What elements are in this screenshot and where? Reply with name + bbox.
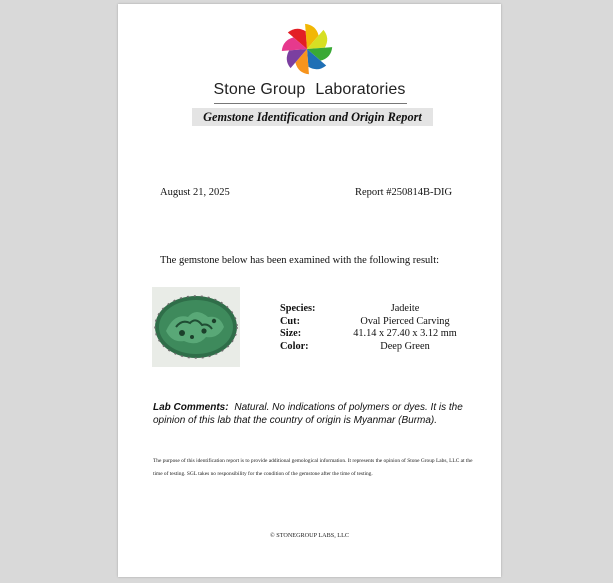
lab-comments — [153, 402, 473, 427]
brand-name-left: Stone Group — [213, 81, 306, 98]
size-value: 41.14 x 27.40 x 3.12 mm — [353, 328, 457, 339]
copyright-footer: © STONEGROUP LABS, LLC — [270, 532, 349, 539]
intro-text: The gemstone below has been examined with the following result: — [160, 255, 440, 266]
cut-label: Cut: — [280, 315, 301, 327]
species-label: Species: — [280, 303, 316, 314]
brand-divider — [214, 103, 407, 104]
specs-table — [280, 303, 470, 353]
lab-comments-text: Natural. No indications of polymers or dyes. It is the opinion of this lab that the country of origin is Myanmar (Burma). — [153, 402, 463, 426]
jadeite-carving-photo — [152, 287, 240, 367]
pinwheel-logo-icon — [276, 18, 338, 80]
spec-row-species — [280, 303, 470, 316]
spec-row-color — [280, 341, 470, 354]
color-value: Deep Green — [380, 340, 430, 352]
color-label: Color: — [280, 340, 309, 352]
brand-name — [118, 81, 501, 99]
spec-row-cut — [280, 316, 470, 329]
report-number: Report #250814B-DIG — [355, 187, 453, 198]
lab-comments-label: Lab Comments: — [153, 402, 229, 413]
species-value: Jadeite — [390, 303, 420, 314]
size-label: Size: — [280, 328, 302, 339]
report-page — [118, 4, 501, 577]
spec-row-size — [280, 328, 470, 341]
cut-value: Oval Pierced Carving — [360, 315, 450, 327]
report-title: Gemstone Identification and Origin Report — [192, 108, 433, 126]
report-date: August 21, 2025 — [160, 187, 230, 198]
disclaimer-text: The purpose of this identification report is to provide additional gemological information. It represents the opinion of Stone Group Labs, LLC at the time of testing. SGL takes no responsibility for the condition of the gemstone after the time of testing. — [153, 458, 473, 477]
brand-name-right: Laboratories — [315, 81, 406, 98]
